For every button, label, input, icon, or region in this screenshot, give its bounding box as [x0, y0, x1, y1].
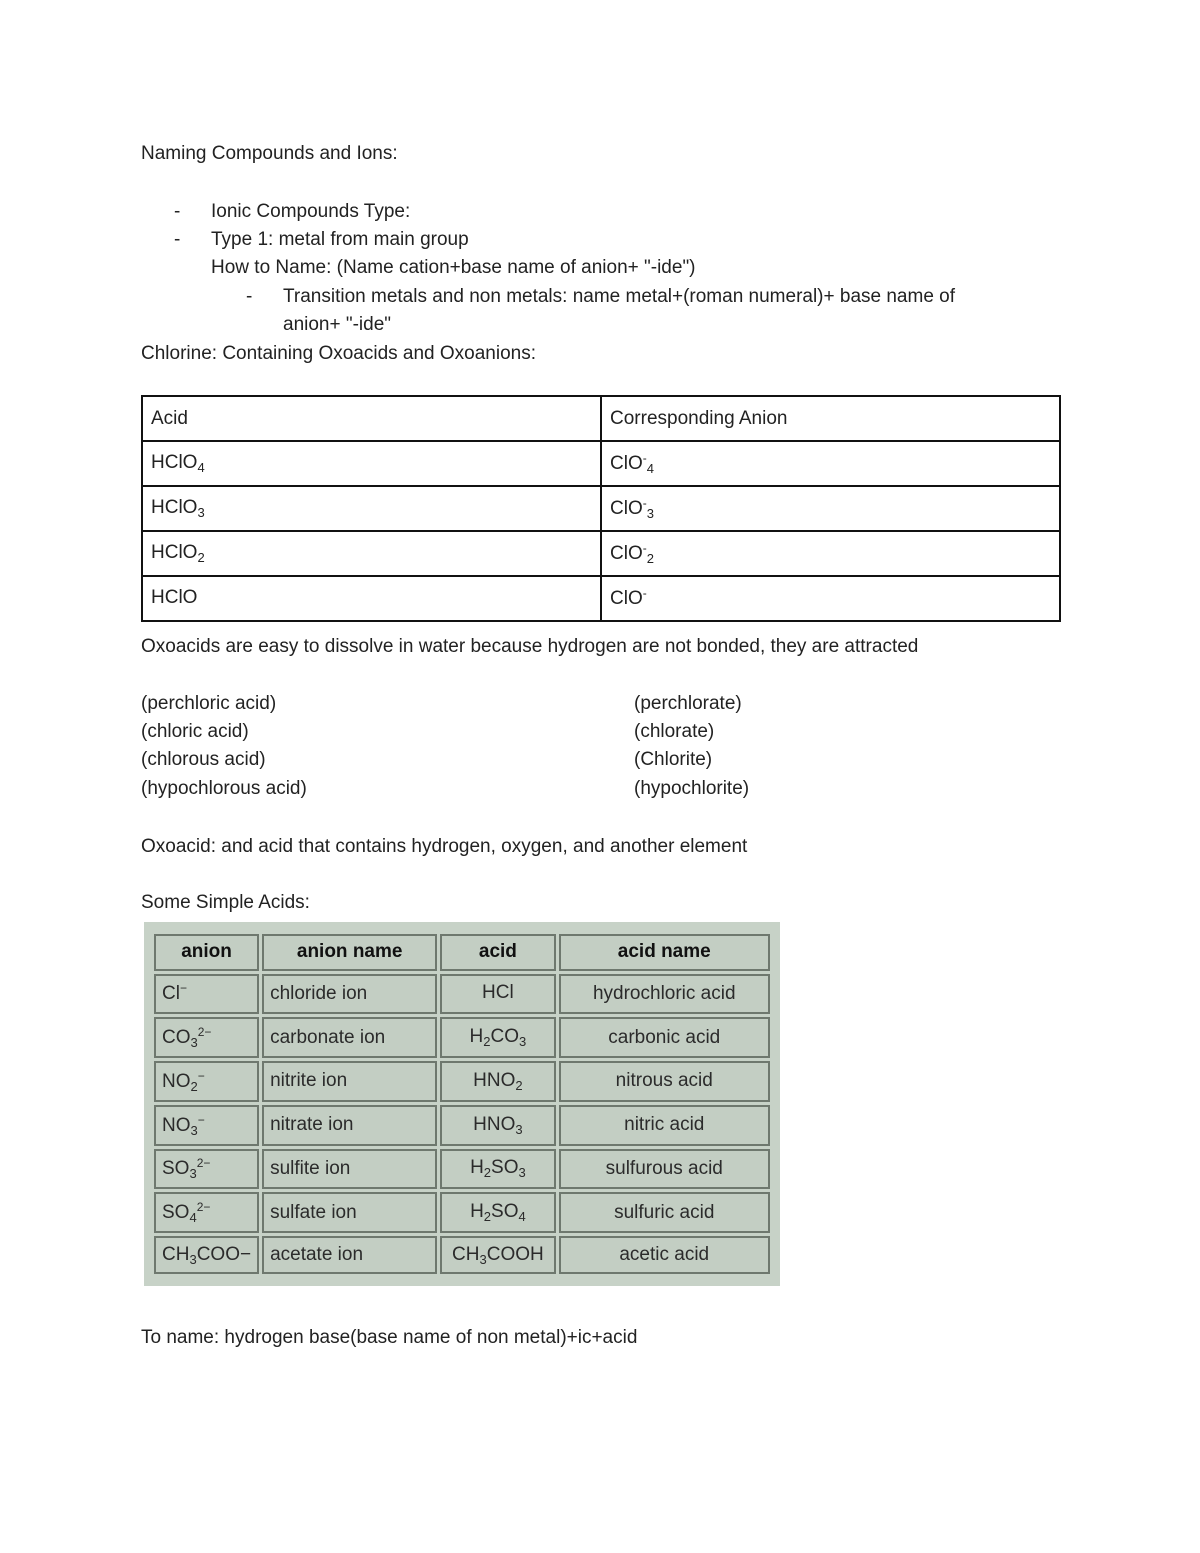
- table-header-row: [142, 396, 1060, 441]
- bullet-dash: -: [174, 201, 181, 222]
- acid-name: carbonic acid: [559, 1017, 770, 1058]
- acid-formula: $HNO_3$: [440, 1105, 555, 1146]
- table-row: [154, 1236, 770, 1274]
- table-row: [142, 486, 1060, 531]
- acid-formula: HClO$_3$: [142, 486, 601, 531]
- acid-formula: $HNO_2$: [440, 1061, 555, 1102]
- anion-formula: $SO_4^{2-}$: [154, 1192, 259, 1233]
- acid-name: hydrochloric acid: [559, 974, 770, 1015]
- transition-metals-line2: anion+ "-ide": [283, 314, 392, 335]
- table-row: [154, 974, 770, 1015]
- header-acid: acid: [440, 934, 555, 971]
- anion-name: (chlorate): [634, 721, 715, 742]
- anion-name: (hypochlorite): [634, 778, 750, 799]
- anion-formula: ClO-$_2$: [601, 531, 1060, 576]
- acid-name: (hypochlorous acid): [141, 778, 307, 799]
- anion-name: (perchlorate): [634, 693, 742, 714]
- anion-formula: $NO_3^-$: [154, 1105, 259, 1146]
- acid-name: (chlorous acid): [141, 749, 266, 770]
- bullet-dash: -: [246, 286, 253, 307]
- header-anion-name: anion name: [262, 934, 437, 971]
- transition-metals-line1: Transition metals and non metals: name metal+(roman numeral)+ base name of: [283, 286, 956, 307]
- table-header-row: [154, 934, 770, 971]
- acid-name: (chloric acid): [141, 721, 249, 742]
- simple-acids-table: [151, 931, 773, 1277]
- bullet-ionic-types: Ionic Compounds Type:: [211, 201, 411, 222]
- oxoacid-definition: Oxoacid: and acid that contains hydrogen, oxygen, and another element: [141, 836, 748, 857]
- anion-formula: Cl−: [154, 974, 259, 1015]
- acid-formula: $H_2CO_3$: [440, 1017, 555, 1058]
- acid-formula: $H_2SO_3$: [440, 1149, 555, 1190]
- anion-formula: ClO-$_4$: [601, 441, 1060, 486]
- how-to-name: How to Name: (Name cation+base name of anion+ "-ide"): [211, 257, 696, 278]
- acid-formula: $CH_3COOH$: [440, 1236, 555, 1274]
- acid-name: nitric acid: [559, 1105, 770, 1146]
- to-name-rule: To name: hydrogen base(base name of non metal)+ic+acid: [141, 1327, 638, 1348]
- chlorine-oxoacids-table: [141, 395, 1061, 622]
- acid-formula: $H_2SO_4$: [440, 1192, 555, 1233]
- table-row: [154, 1061, 770, 1102]
- acid-name: nitrous acid: [559, 1061, 770, 1102]
- header-acid: Acid: [142, 396, 601, 441]
- anion-formula: $SO_3^{2-}$: [154, 1149, 259, 1190]
- anion-name: chloride ion: [262, 974, 437, 1015]
- header-acid-name: acid name: [559, 934, 770, 971]
- anion-formula: $CO_3^{2-}$: [154, 1017, 259, 1058]
- anion-name: nitrate ion: [262, 1105, 437, 1146]
- acid-formula: HClO$_2$: [142, 531, 601, 576]
- header-anion: anion: [154, 934, 259, 971]
- anion-formula: ClO-: [601, 576, 1060, 621]
- anion-formula: ClO-$_3$: [601, 486, 1060, 531]
- table-row: [154, 1017, 770, 1058]
- acid-formula: HClO: [142, 576, 601, 621]
- anion-name: carbonate ion: [262, 1017, 437, 1058]
- anion-name: sulfite ion: [262, 1149, 437, 1190]
- table-row: [142, 576, 1060, 621]
- anion-formula: $NO_2^-$: [154, 1061, 259, 1102]
- anion-name: acetate ion: [262, 1236, 437, 1274]
- chlorine-heading: Chlorine: Containing Oxoacids and Oxoanions:: [141, 343, 537, 364]
- anion-name: (Chlorite): [634, 749, 713, 770]
- acid-name: sulfuric acid: [559, 1192, 770, 1233]
- simple-acids-heading: Some Simple Acids:: [141, 892, 310, 913]
- acid-formula: HCl: [440, 974, 555, 1015]
- oxoacid-note: Oxoacids are easy to dissolve in water because hydrogen are not bonded, they are attracted: [141, 636, 919, 657]
- table-row: [154, 1192, 770, 1233]
- anion-name: sulfate ion: [262, 1192, 437, 1233]
- acid-name: acetic acid: [559, 1236, 770, 1274]
- page-title: Naming Compounds and Ions:: [141, 143, 398, 164]
- header-anion: Corresponding Anion: [601, 396, 1060, 441]
- anion-formula: $CH_3COO-$: [154, 1236, 259, 1274]
- acid-name: sulfurous acid: [559, 1149, 770, 1190]
- bullet-type1: Type 1: metal from main group: [211, 229, 469, 250]
- anion-name: nitrite ion: [262, 1061, 437, 1102]
- table-row: [142, 441, 1060, 486]
- simple-acids-figure: [144, 922, 780, 1286]
- acid-formula: HClO$_4$: [142, 441, 601, 486]
- bullet-dash: -: [174, 229, 181, 250]
- table-row: [142, 531, 1060, 576]
- acid-name: (perchloric acid): [141, 693, 277, 714]
- table-row: [154, 1105, 770, 1146]
- table-row: [154, 1149, 770, 1190]
